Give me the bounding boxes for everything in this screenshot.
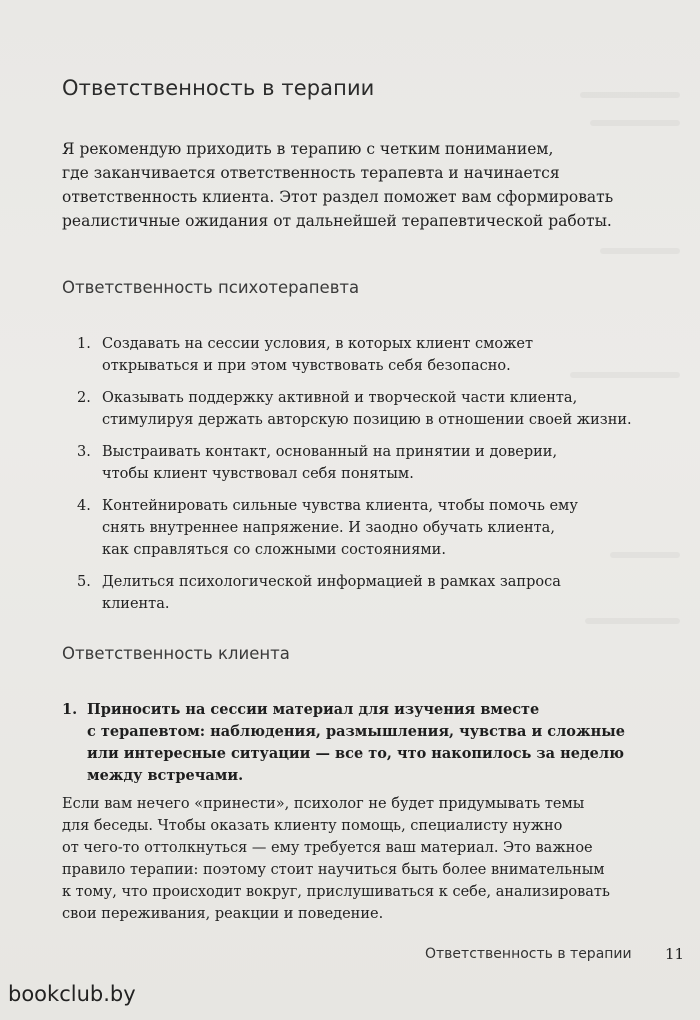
intro-line: ответственность клиента. Этот раздел поможет вам сформировать [62,188,614,206]
list-item-line: снять внутреннее напряжение. И заодно обучать клиента, [102,520,555,536]
list-item-line: Выстраивать контакт, основанный на принятии и доверии, [102,444,558,460]
show-through-line [600,248,680,254]
list-item [62,387,662,431]
intro-paragraph [62,137,662,233]
list-item-line: чтобы клиент чувствовал себя понятым. [102,466,414,482]
list-item-number: 5. [77,574,91,590]
show-through-line [580,92,680,98]
list-item [62,333,662,377]
paragraph-line: для беседы. Чтобы оказать клиенту помощь, специалисту нужно [62,818,563,834]
list-item-line: как справляться со сложными состояниями. [102,542,446,558]
page-heading: Ответственность в терапии [62,76,375,100]
therapist-section-heading: Ответственность психотерапевта [62,278,360,297]
intro-line: реалистичные ожидания от дальнейшей терапевтической работы. [62,212,612,230]
list-item-line: с терапевтом: наблюдения, размышления, чувства и сложные [87,723,625,740]
intro-line: где заканчивается ответственность терапевта и начинается [62,164,560,182]
intro-line: Я рекомендую приходить в терапию с четким пониманием, [62,140,554,158]
list-item-line: открываться и при этом чувствовать себя безопасно. [102,358,511,374]
list-item-number: 1. [62,701,78,718]
list-item-line: Создавать на сессии условия, в которых клиент сможет [102,336,534,352]
list-item-line: или интересные ситуации — все то, что накопилось за неделю [87,745,624,762]
client-section-heading: Ответственность клиента [62,644,290,663]
list-item [62,495,662,561]
therapist-responsibility-list [62,333,662,625]
list-item-line: Приносить на сессии материал для изучения вместе [87,701,540,718]
page-number: 11 [665,945,685,963]
paragraph-line: к тому, что происходит вокруг, прислушиваться к себе, анализировать [62,884,610,900]
paragraph-line: правило терапии: поэтому стоит научиться быть более внимательным [62,862,605,878]
watermark: bookclub.by [8,982,136,1006]
list-item-line: Оказывать поддержку активной и творческой части клиента, [102,390,578,406]
list-item-line: между встречами. [87,767,244,784]
paragraph-line: свои переживания, реакции и поведение. [62,906,384,922]
list-item [62,441,662,485]
list-item-number: 3. [77,444,91,460]
show-through-line [590,120,680,126]
paragraph-line: от чего-то оттолкнуться — ему требуется ваш материал. Это важное [62,840,593,856]
list-item-number: 2. [77,390,91,406]
list-item-line: клиента. [102,596,170,612]
list-item-number: 1. [77,336,91,352]
client-explanation-paragraph [62,793,662,925]
paragraph-line: Если вам нечего «принести», психолог не будет придумывать темы [62,796,585,812]
list-item-line: Контейнировать сильные чувства клиента, чтобы помочь ему [102,498,578,514]
list-item-line: Делиться психологической информацией в рамках запроса [102,574,561,590]
client-responsibility-item [62,699,677,787]
running-footer-title: Ответственность в терапии [425,946,632,962]
list-item [62,571,662,615]
list-item-number: 4. [77,498,91,514]
list-item-line: стимулируя держать авторскую позицию в отношении своей жизни. [102,412,632,428]
